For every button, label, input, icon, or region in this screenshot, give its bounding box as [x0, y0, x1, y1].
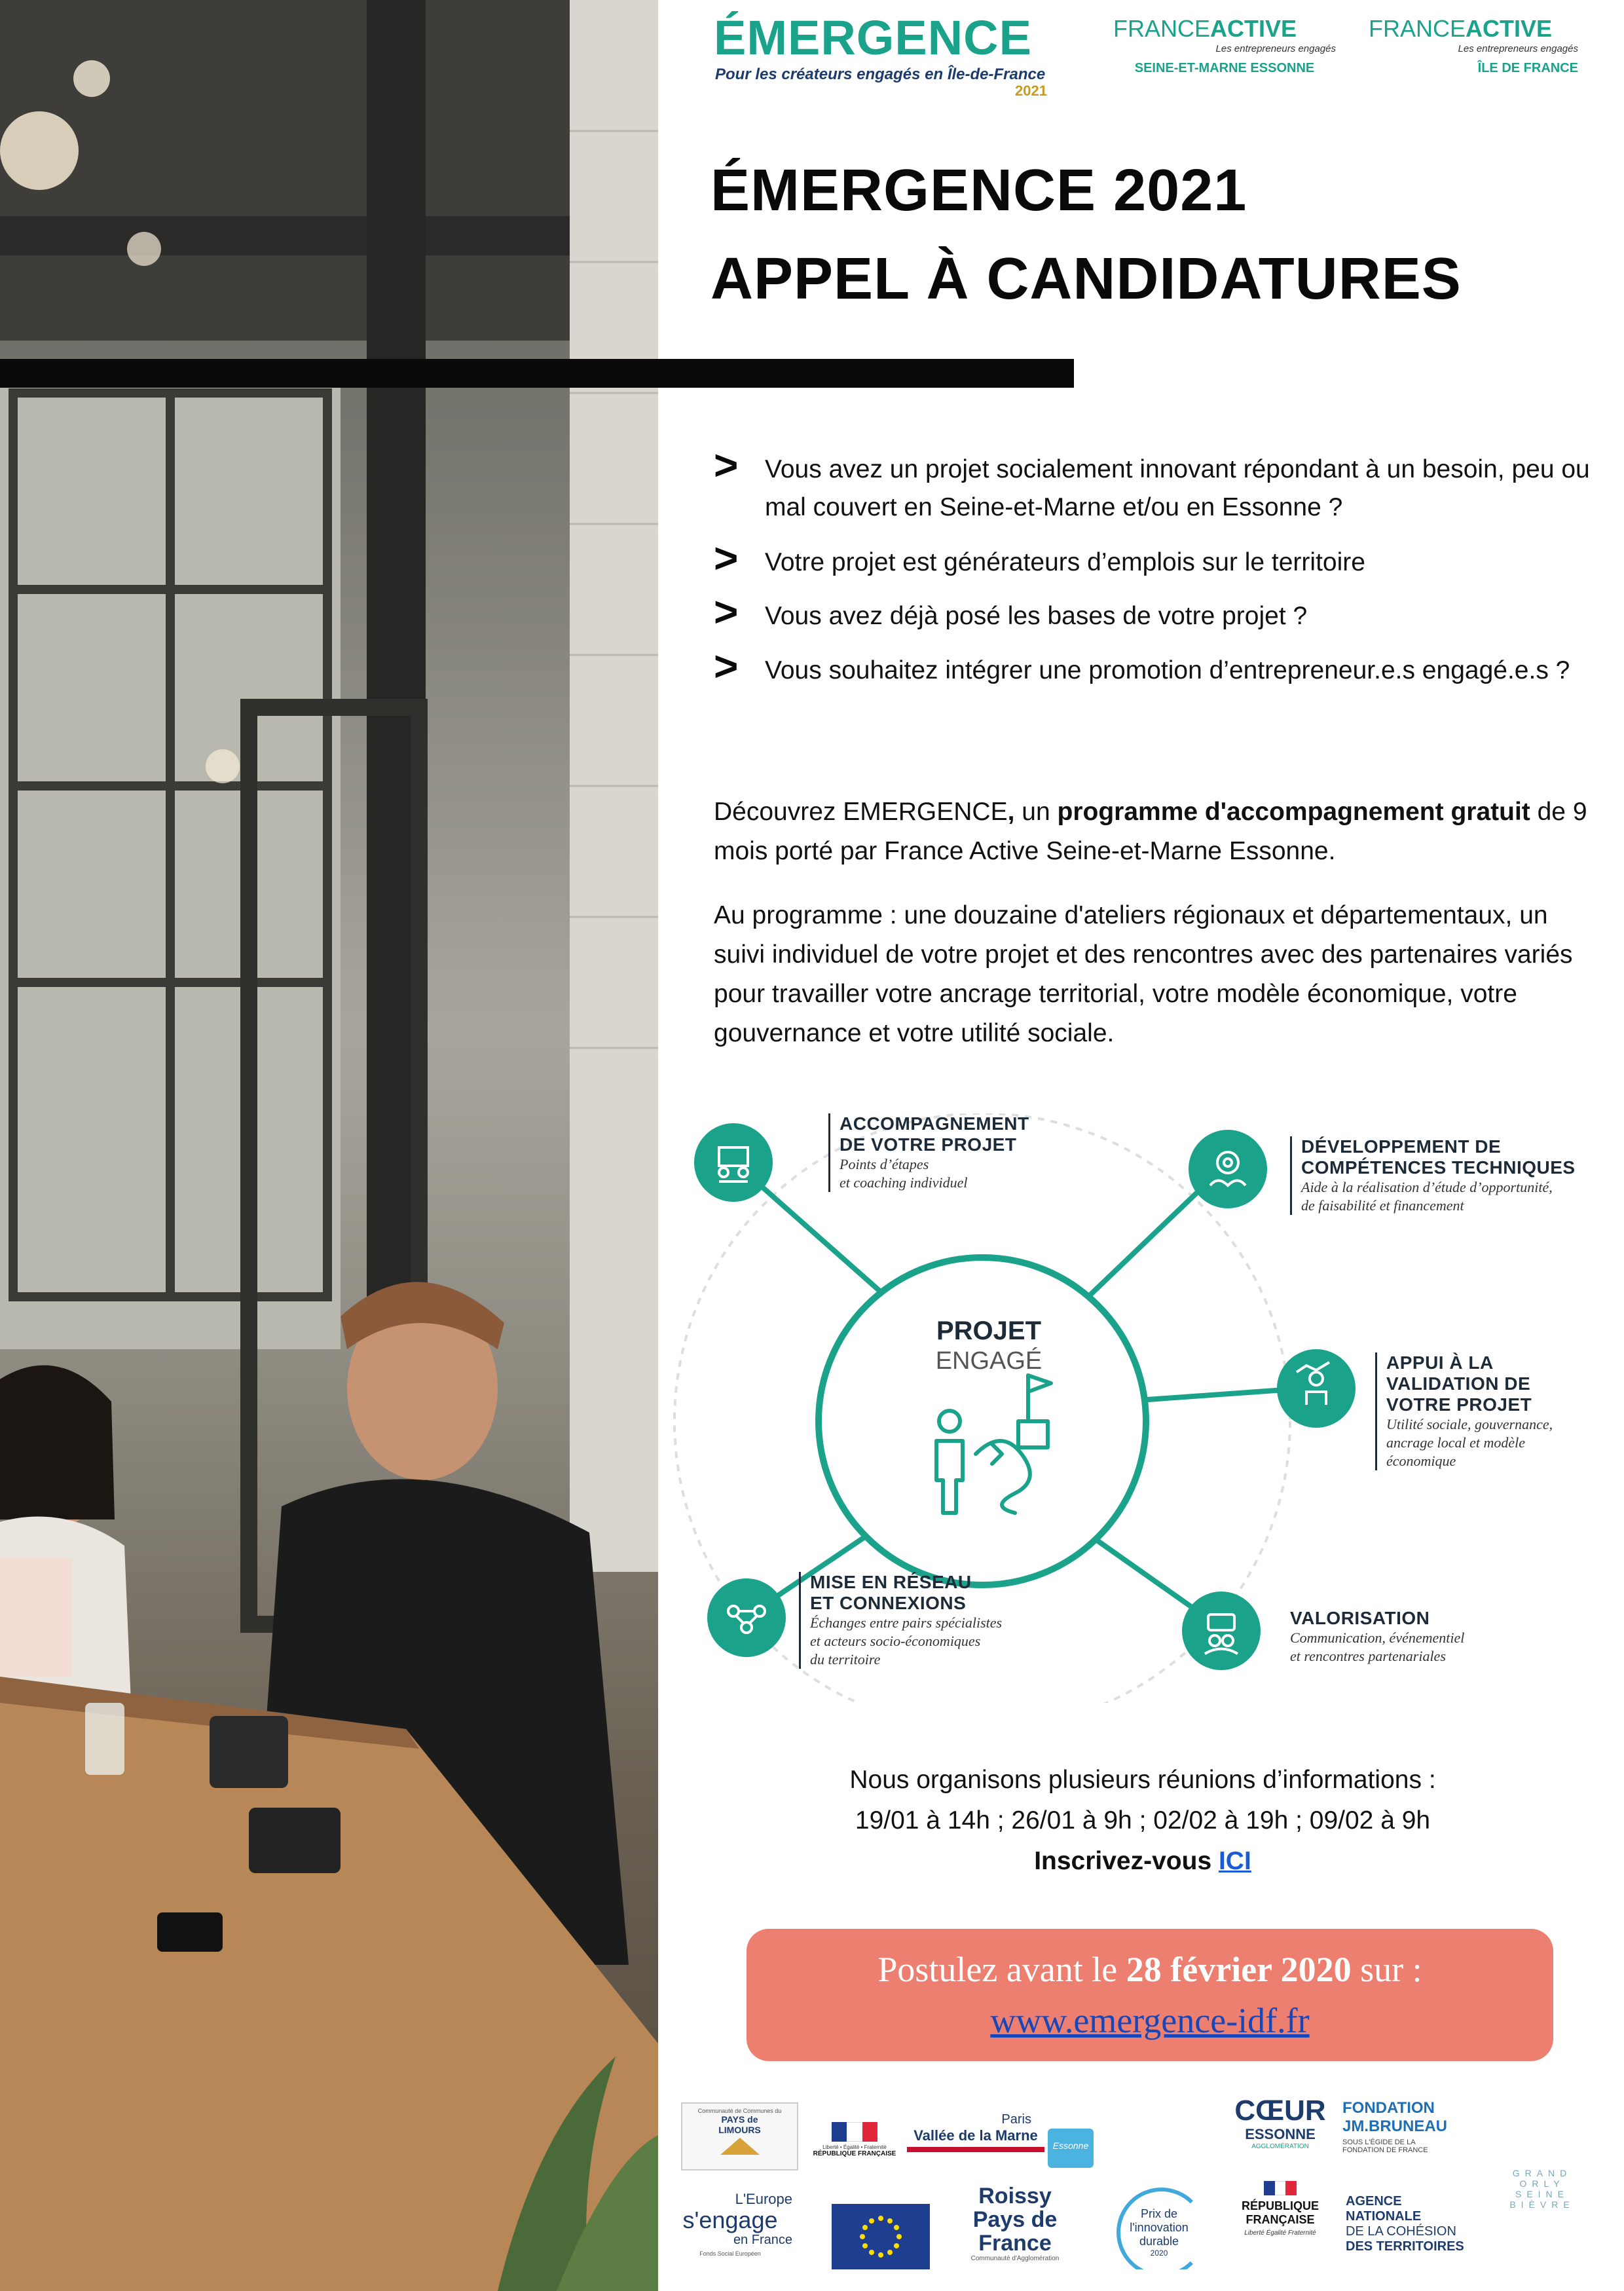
node-title: ET CONNEXIONS [810, 1593, 967, 1613]
logo-text: Roissy [978, 2184, 1052, 2208]
logo-text: Communauté d'Agglomération [970, 2255, 1060, 2262]
intro-text-3: de 9 mois porté par France Active Seine-et-Marne Essonne. [714, 798, 1587, 865]
bullet-text: Vous avez un projet socialement innovant répondant à un besoin, peu ou mal couvert en Seine-et-Marne et/ou en Essonne ? [765, 455, 1590, 521]
logo-europe-sengage [661, 2191, 799, 2266]
node-title: VALORISATION [1290, 1608, 1430, 1628]
node-circle [694, 1123, 773, 1202]
programme-paragraph: Au programme : une douzaine d'ateliers régionaux et départementaux, un suivi individuel de votre projet et des rencontres avec des partenaires variés pour travailler votre ancrage territorial, votre modèle économique, votre gouvernance et votre utilité sociale. [714, 901, 1573, 1047]
node-subtitle: Aide à la réalisation d’étude d’opportunité, [1301, 1179, 1553, 1195]
node-title: DE VOTRE PROJET [840, 1134, 1017, 1155]
bullet-text: Votre projet est générateurs d’emplois sur le territoire [765, 548, 1365, 576]
bullet-arrow-icon: > [714, 643, 739, 690]
coworking-photo [0, 0, 658, 2291]
logo-anct [1346, 2194, 1477, 2273]
node-circle [1189, 1130, 1267, 1208]
logo-text: FONDATION DE FRANCE [1342, 2146, 1428, 2154]
apply-suffix: sur : [1351, 1950, 1422, 1989]
bullet-text: Vous souhaitez intégrer une promotion d’entrepreneur.e.s engagé.e.s ? [765, 656, 1570, 684]
france-active-name [1369, 16, 1578, 42]
logo-text: l'innovation [1130, 2221, 1189, 2234]
logo-text: RÉPUBLIQUE FRANÇAISE [813, 2150, 896, 2157]
logo-pays-de-limours [681, 2102, 798, 2170]
logo-coeur-essonne [1231, 2096, 1329, 2171]
logo-text: DE LA COHÉSION [1346, 2224, 1456, 2239]
register-link[interactable]: ICI [1218, 1847, 1251, 1875]
emergence-logo [714, 12, 1067, 97]
label-network [799, 1572, 1002, 1669]
french-flag-icon [832, 2122, 877, 2142]
logo-text: s'engage [682, 2207, 778, 2233]
logo-text: GRAND [1512, 2168, 1572, 2178]
logo-text: SOUS L'ÉGIDE DE LA [1342, 2138, 1416, 2146]
logo-text: ORLY [1519, 2178, 1565, 2189]
intro-highlight: programme d'accompagnement gratuit [1057, 798, 1530, 826]
intro-paragraph [714, 792, 1591, 871]
logo-text: SEINE [1515, 2189, 1569, 2199]
logo-text: PAYS de [721, 2114, 758, 2125]
title-underline-bar [0, 359, 1074, 388]
france-active-name-part2: ACTIVE [1466, 15, 1553, 42]
logo-stripe [907, 2147, 1044, 2152]
apply-url-line [747, 2000, 1553, 2041]
node-title: ACCOMPAGNEMENT [840, 1113, 1029, 1134]
center-circle [819, 1257, 1146, 1585]
node-subtitle: Communication, événementiel [1290, 1630, 1465, 1646]
logo-text: Prix de [1140, 2207, 1178, 2220]
center-title: PROJET [936, 1316, 1042, 1345]
logo-text: Fonds Social Européen [699, 2250, 761, 2257]
node-subtitle: et rencontres partenariales [1290, 1648, 1446, 1664]
intro-text-1: Découvrez EMERGENCE [714, 798, 1008, 826]
node-subtitle: et acteurs socio-économiques [810, 1633, 981, 1649]
logo-text: ESSONNE [1245, 2126, 1316, 2142]
node-subtitle: Utilité sociale, gouvernance, [1386, 1416, 1553, 1432]
logo-essonne-departement [1048, 2129, 1094, 2168]
logo-text: BIÈVRE [1509, 2199, 1575, 2210]
node-network [707, 1578, 786, 1657]
logo-text: DES TERRITOIRES [1346, 2239, 1464, 2254]
logo-roissy-pays-de-france [953, 2184, 1077, 2269]
node-title: DÉVELOPPEMENT DE [1301, 1136, 1502, 1157]
page-title: ÉMERGENCE 2021 [710, 158, 1247, 223]
node-subtitle: économique [1386, 1453, 1456, 1469]
node-subtitle: de faisabilité et financement [1301, 1197, 1464, 1214]
label-promotion [1290, 1608, 1464, 1666]
apply-website-link[interactable]: www.emergence-idf.fr [990, 2001, 1310, 2040]
node-subtitle: Points d’étapes [840, 1156, 929, 1172]
france-active-name-part1: FRANCE [1369, 15, 1466, 42]
node-coaching [694, 1123, 773, 1202]
logo-text: AGGLOMÉRATION [1251, 2143, 1309, 2150]
france-active-name-part1: FRANCE [1113, 15, 1211, 42]
france-active-tagline: Les entrepreneurs engagés [1458, 43, 1578, 54]
label-validation [1375, 1352, 1553, 1470]
logo-text: Vallée de la Marne [913, 2127, 1038, 2144]
node-circle [1277, 1349, 1356, 1428]
france-active-tagline: Les entrepreneurs engagés [1215, 43, 1336, 54]
eu-stars-icon [832, 2204, 930, 2269]
node-subtitle: Échanges entre pairs spécialistes [810, 1614, 1003, 1631]
bullet-arrow-icon: > [714, 441, 739, 489]
logo-paris-vallee-de-la-marne [907, 2112, 1044, 2168]
node-title: VOTRE PROJET [1386, 1394, 1532, 1415]
logo-text: Communauté de Communes du [697, 2108, 782, 2114]
logo-text: JM.BRUNEAU [1342, 2117, 1448, 2135]
logo-fondation-jm-bruneau [1342, 2099, 1460, 2171]
france-active-seine-et-marne-logo [1113, 16, 1336, 88]
emergence-logo-word: ÉMERGENCE [714, 10, 1032, 65]
label-coaching [828, 1113, 1029, 1192]
page-subtitle: APPEL À CANDIDATURES [710, 246, 1462, 312]
emergence-logo-tagline: Pour les créateurs engagés en Île-de-France [715, 65, 1046, 83]
french-flag-icon [1264, 2181, 1297, 2195]
france-active-ile-de-france-logo [1369, 16, 1578, 88]
france-active-name-part2: ACTIVE [1210, 15, 1297, 42]
logo-text: Paris [1001, 2112, 1031, 2127]
logo-text: L'Europe [735, 2191, 792, 2207]
node-skills [1189, 1130, 1267, 1208]
logo-text: FONDATION [1342, 2099, 1435, 2117]
intro-comma: , [1007, 798, 1015, 826]
node-promotion [1182, 1592, 1261, 1670]
bullet-arrow-icon: > [714, 588, 739, 635]
photo-illustration [0, 0, 658, 2291]
logo-text: Pays de [972, 2207, 1058, 2232]
logo-text: 2020 [1150, 2248, 1168, 2258]
logo-text: France [978, 2231, 1052, 2256]
logo-republique-francaise-2 [1228, 2181, 1333, 2269]
emergence-logo-year: 2021 [1015, 83, 1047, 99]
node-subtitle: ancrage local et modèle [1386, 1434, 1525, 1451]
apply-prefix: Postulez avant le [877, 1950, 1126, 1989]
info-meetings-dates: 19/01 à 14h ; 26/01 à 9h ; 02/02 à 19h ; 09/02 à 9h [855, 1806, 1431, 1835]
logo-text: Essonne [1052, 2140, 1089, 2151]
logo-text: NATIONALE [1346, 2209, 1422, 2224]
info-register [661, 1842, 1624, 1881]
logo-text: durable [1139, 2235, 1179, 2248]
logo-grand-orly-seine-bievre [1486, 2155, 1598, 2253]
apply-banner [747, 1929, 1553, 2061]
node-title: MISE EN RÉSEAU [810, 1572, 972, 1592]
france-active-region: SEINE-ET-MARNE ESSONNE [1134, 61, 1315, 75]
node-subtitle: et coaching individuel [840, 1174, 968, 1191]
logo-text: AGENCE [1346, 2194, 1402, 2208]
logo-prix-innovation-durable [1100, 2188, 1218, 2269]
logo-text: en France [733, 2233, 792, 2247]
apply-date: 28 février 2020 [1126, 1950, 1352, 1989]
apply-deadline [747, 1948, 1553, 1990]
bullet-arrow-icon: > [714, 534, 739, 582]
limours-triangle-icon [720, 2138, 760, 2155]
node-title: APPUI À LA [1386, 1352, 1494, 1373]
eu-flag-icon [832, 2204, 930, 2269]
logo-text: CŒUR [1234, 2096, 1326, 2127]
node-validation [1277, 1349, 1356, 1428]
logo-text: Liberté • Égalité • Fraternité [822, 2144, 887, 2150]
france-active-name [1113, 16, 1336, 42]
node-circle [707, 1578, 786, 1657]
node-title: COMPÉTENCES TECHNIQUES [1301, 1157, 1576, 1178]
node-title: VALIDATION DE [1386, 1373, 1531, 1394]
programme-diagram [661, 1113, 1624, 1703]
info-meetings-intro: Nous organisons plusieurs réunions d’informations : [849, 1766, 1436, 1794]
register-text: Inscrivez-vous [1034, 1847, 1219, 1875]
logo-text: FRANÇAISE [1246, 2213, 1315, 2226]
france-active-region: ÎLE DE FRANCE [1477, 61, 1578, 75]
logo-text: RÉPUBLIQUE [1241, 2199, 1319, 2212]
logo-text: Liberté Égalité Fraternité [1244, 2229, 1316, 2237]
intro-text-2: un [1014, 798, 1058, 826]
center-subtitle: ENGAGÉ [935, 1347, 1043, 1375]
label-skills [1290, 1136, 1576, 1215]
logo-republique-francaise [812, 2122, 897, 2168]
logo-text: LIMOURS [718, 2125, 761, 2135]
bullet-text: Vous avez déjà posé les bases de votre projet ? [765, 602, 1308, 630]
node-subtitle: du territoire [810, 1651, 881, 1667]
